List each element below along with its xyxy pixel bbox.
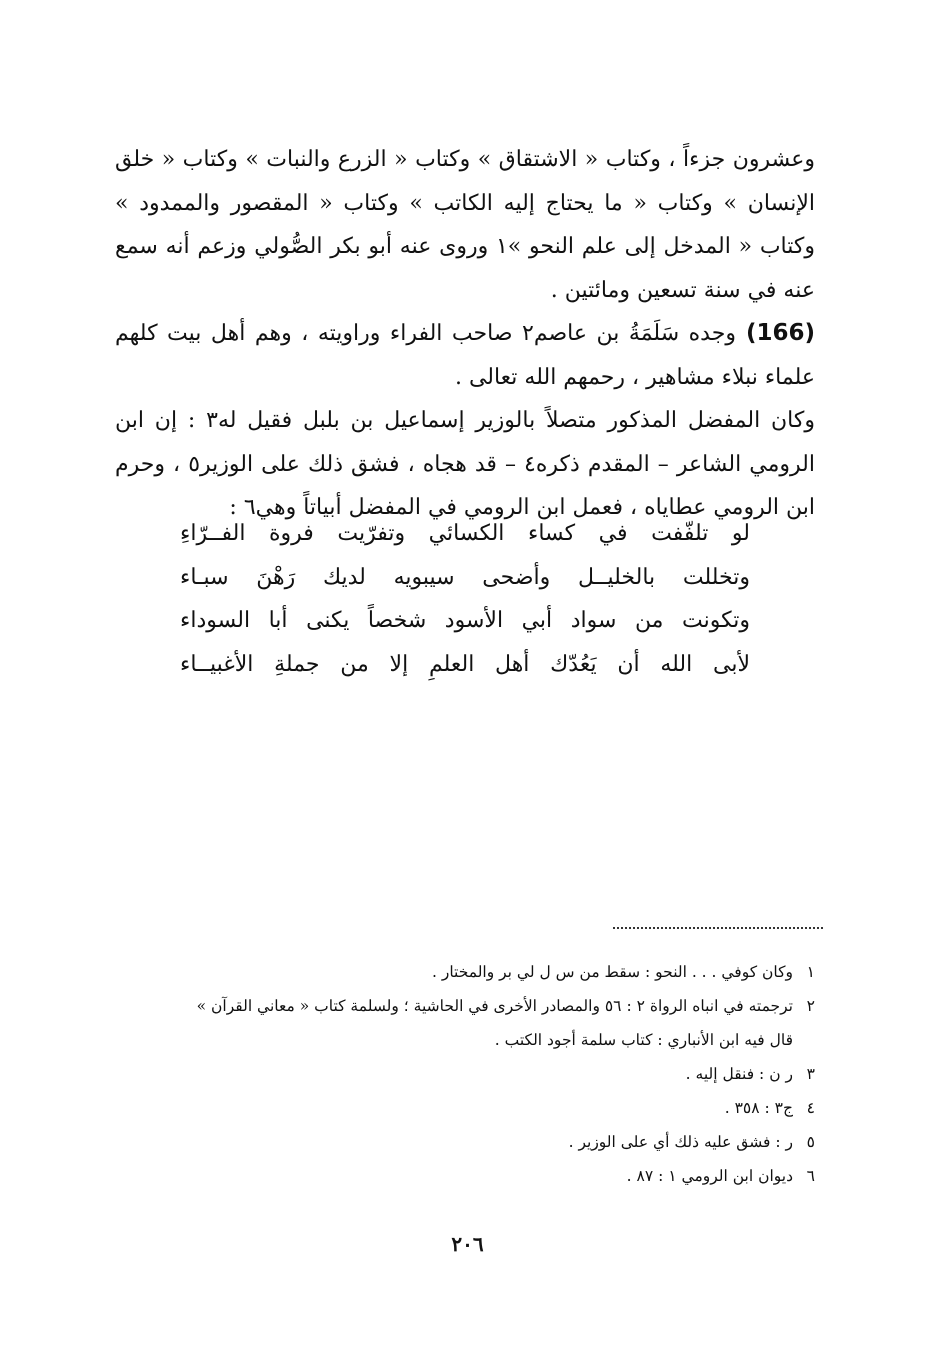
poem-verse-3: وتكونت من سواد أبي الأسود شخصاً يكنى أبا السوداء <box>180 608 750 633</box>
footnote-number: ٦ <box>806 1167 815 1185</box>
paragraph-1: وعشرون جزءاً ، وكتاب « الاشتقاق » وكتاب « الزرع والنبات » وكتاب « خلق الإنسان » وكتاب « ما يحتاج إليه الكاتب » وكتاب « المقصور والممدود » وكتاب « المدخل إلى علم النحو »١ وروى عنه أبو بكر الصُّولي وزعم أنه سمع عنه في سنة تسعين ومائتين . <box>115 147 815 303</box>
footnote-number: ٢ <box>806 997 815 1015</box>
footnote-2 <box>105 989 815 1023</box>
poem <box>180 512 750 686</box>
poem-verse-2: وتخللت بالخليــل وأضحى سيبويه لديك رَهْنَ سبـاء <box>180 564 750 590</box>
footnote-text: ج٣ : ٣٥٨ . <box>724 1099 793 1117</box>
footnote-3 <box>105 1057 815 1091</box>
footnote-text: ر : فشق عليه ذلك أي على الوزير . <box>568 1133 793 1151</box>
footnote-5 <box>105 1125 815 1159</box>
footnote-1 <box>105 955 815 989</box>
footnote-6 <box>105 1159 815 1193</box>
footnote-number: ٤ <box>806 1099 815 1117</box>
paragraph-3: وكان المفضل المذكور متصلاً بالوزير إسماعيل بن بلبل فقيل له٣ : إن ابن الرومي الشاعر – المقدم ذكره٤ – قد هجاه ، فشق ذلك على الوزير٥ ، وحرم ابن الرومي عطاياه ، فعمل ابن الرومي في المفضل أبياتاً وهي٦ : <box>115 408 815 520</box>
footnote-text: وكان كوفي . . . النحو : سقط من س ل لي بر والمختار . <box>431 963 793 981</box>
footnote-text: ديوان ابن الرومي ١ : ٨٧ . <box>626 1167 793 1185</box>
footnotes <box>105 955 815 1193</box>
footnote-number: ٣ <box>806 1065 815 1083</box>
footnote-number: ١ <box>806 963 815 981</box>
footnote-text: ترجمته في انباه الرواة ٢ : ٥٦ والمصادر الأخرى في الحاشية ؛ ولسلمة كتاب « معاني القرآن » <box>196 997 793 1015</box>
footnote-text: ر ن : فنقل إليه . <box>685 1065 793 1083</box>
paragraph-2 <box>115 312 815 399</box>
paragraph-number: (166) <box>745 320 816 346</box>
footnote-number: ٥ <box>806 1133 815 1151</box>
page-number: ٢٠٦ <box>451 1232 484 1256</box>
footnote-4 <box>105 1091 815 1125</box>
main-text <box>115 138 815 530</box>
footnote-2-continuation: قال فيه ابن الأنباري : كتاب سلمة أجود الكتب . <box>494 1031 793 1049</box>
footnote-divider <box>613 927 823 929</box>
poem-verse-4: لأبى الله أن يَعُدّك أهل العلمِ إلا من جملةِ الأغبيــاء <box>180 651 750 677</box>
paragraph-2-text: وجده سَلَمَةُ بن عاصم٢ صاحب الفراء وراويته ، وهم أهل بيت كلهم علماء نبلاء مشاهير ، رحمهم الله تعالى . <box>115 321 815 390</box>
poem-verse-1: لو تلفّفت في كساء الكسائي وتفرّيت فروة الفــرّاءِ <box>180 521 750 546</box>
